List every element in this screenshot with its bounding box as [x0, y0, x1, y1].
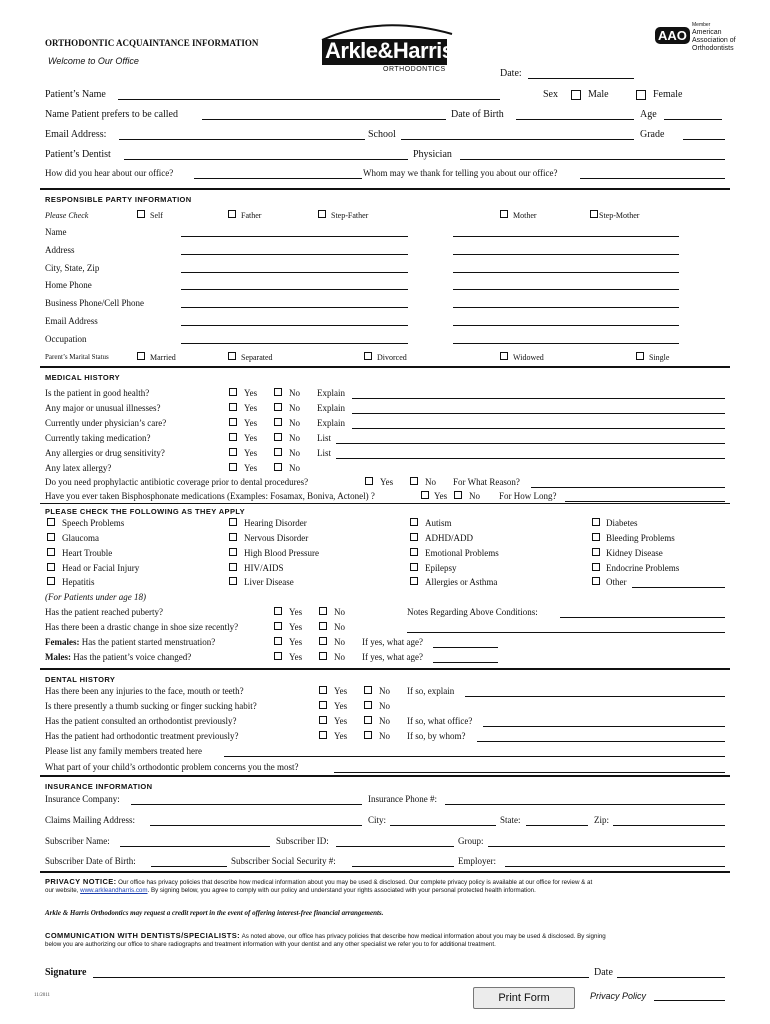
condition-checkbox[interactable]	[410, 518, 418, 526]
website-link[interactable]: www.arkleandharris.com	[80, 887, 148, 894]
logo-subtitle: ORTHODONTICS	[383, 66, 446, 73]
antibiotic-reason-field[interactable]	[531, 487, 725, 488]
no-checkbox[interactable]	[319, 607, 327, 615]
condition-checkbox[interactable]	[410, 548, 418, 556]
patient-name-field[interactable]	[118, 99, 500, 100]
privacy-notice: PRIVACY NOTICE: Our office has privacy policies that describe how medical information about you may be used & disclosed. Our complete privacy policy is available at our office for review & at	[45, 877, 593, 886]
condition-checkbox[interactable]	[47, 563, 55, 571]
subscriber-ssn-field[interactable]	[352, 866, 454, 867]
condition-checkbox[interactable]	[47, 577, 55, 585]
yes-checkbox[interactable]	[319, 731, 327, 739]
bisphos-yes-checkbox[interactable]	[421, 491, 429, 499]
condition-checkbox[interactable]	[229, 563, 237, 571]
no-checkbox[interactable]	[274, 448, 282, 456]
dentist-field[interactable]	[124, 159, 408, 160]
parent2-field[interactable]	[453, 325, 679, 326]
city-field[interactable]	[390, 825, 496, 826]
divider	[40, 503, 730, 504]
divider	[40, 871, 730, 873]
divider	[40, 668, 730, 670]
parent2-field[interactable]	[453, 272, 679, 273]
parent1-field[interactable]	[181, 289, 408, 290]
aao-badge: AAO	[655, 27, 690, 44]
insurance-heading: INSURANCE INFORMATION	[45, 782, 153, 791]
list-field[interactable]	[336, 443, 725, 444]
medical-heading: MEDICAL HISTORY	[45, 373, 121, 382]
office-field[interactable]	[483, 726, 725, 727]
injury-explain-field[interactable]	[465, 696, 725, 697]
conditions-heading: PLEASE CHECK THE FOLLOWING AS THEY APPLY	[45, 507, 246, 516]
yes-checkbox[interactable]	[319, 716, 327, 724]
female-checkbox[interactable]	[636, 90, 646, 100]
parent2-field[interactable]	[453, 289, 679, 290]
preferred-name-field[interactable]	[202, 119, 446, 120]
yes-checkbox[interactable]	[274, 607, 282, 615]
insurance-phone-field[interactable]	[445, 804, 725, 805]
condition-checkbox[interactable]	[229, 548, 237, 556]
logo-name: Arkle&Harris	[325, 38, 454, 63]
divorced-checkbox[interactable]	[364, 352, 372, 360]
no-checkbox[interactable]	[319, 622, 327, 630]
subscriber-dob-field[interactable]	[151, 866, 227, 867]
yes-checkbox[interactable]	[229, 433, 237, 441]
privacy-policy-field[interactable]	[654, 1000, 725, 1001]
welcome-text: Welcome to Our Office	[48, 56, 139, 66]
explain-field[interactable]	[352, 413, 725, 414]
widowed-checkbox[interactable]	[500, 352, 508, 360]
self-checkbox[interactable]	[137, 210, 145, 218]
condition-checkbox[interactable]	[592, 577, 600, 585]
insurance-company-field[interactable]	[131, 804, 362, 805]
school-field[interactable]	[401, 139, 634, 140]
responsible-heading: RESPONSIBLE PARTY INFORMATION	[45, 195, 192, 204]
signature-field[interactable]	[93, 977, 589, 978]
dob-field[interactable]	[516, 119, 634, 120]
condition-checkbox[interactable]	[47, 548, 55, 556]
parent1-field[interactable]	[181, 325, 408, 326]
parent1-field[interactable]	[181, 343, 408, 344]
employer-field[interactable]	[505, 866, 725, 867]
physician-field[interactable]	[460, 159, 725, 160]
condition-checkbox[interactable]	[410, 533, 418, 541]
divider	[40, 366, 730, 368]
form-code: 11/2011	[34, 993, 51, 998]
married-checkbox[interactable]	[137, 352, 145, 360]
parent1-field[interactable]	[181, 236, 408, 237]
communication-notice: COMMUNICATION WITH DENTISTS/SPECIALISTS: As noted above, our office has privacy policies that describe how medical information about you may be used & disclosed. By signing	[45, 931, 606, 940]
parent2-field[interactable]	[453, 236, 679, 237]
yes-checkbox[interactable]	[229, 463, 237, 471]
no-checkbox[interactable]	[364, 686, 372, 694]
separated-checkbox[interactable]	[228, 352, 236, 360]
zip-field[interactable]	[613, 825, 725, 826]
no-checkbox[interactable]	[319, 652, 327, 660]
yes-checkbox[interactable]	[274, 652, 282, 660]
form-title: ORTHODONTIC ACQUAINTANCE INFORMATION	[45, 38, 259, 48]
patient-name-label: Patient’s Name	[45, 89, 106, 100]
list-field[interactable]	[336, 458, 725, 459]
thank-field[interactable]	[580, 178, 725, 179]
condition-checkbox[interactable]	[229, 533, 237, 541]
parent2-field[interactable]	[453, 307, 679, 308]
yes-checkbox[interactable]	[229, 448, 237, 456]
age-field[interactable]	[664, 119, 722, 120]
yes-checkbox[interactable]	[229, 388, 237, 396]
explain-field[interactable]	[352, 398, 725, 399]
email-field[interactable]	[119, 139, 365, 140]
group-field[interactable]	[488, 846, 725, 847]
condition-checkbox[interactable]	[592, 548, 600, 556]
no-checkbox[interactable]	[274, 433, 282, 441]
date-field[interactable]	[528, 78, 634, 79]
condition-checkbox[interactable]	[592, 518, 600, 526]
signature-date-field[interactable]	[617, 977, 725, 978]
single-checkbox[interactable]	[636, 352, 644, 360]
other-condition-field[interactable]	[632, 587, 725, 588]
privacy-policy-label: Privacy Policy	[590, 991, 647, 1001]
parent1-field[interactable]	[181, 272, 408, 273]
condition-checkbox[interactable]	[47, 533, 55, 541]
male-checkbox[interactable]	[571, 90, 581, 100]
condition-checkbox[interactable]	[410, 577, 418, 585]
family-members-field[interactable]	[224, 756, 725, 757]
dental-heading: DENTAL HISTORY	[45, 675, 116, 684]
condition-checkbox[interactable]	[592, 563, 600, 571]
mother-checkbox[interactable]	[500, 210, 508, 218]
parent2-field[interactable]	[453, 343, 679, 344]
subscriber-id-field[interactable]	[336, 846, 454, 847]
yes-checkbox[interactable]	[229, 418, 237, 426]
no-checkbox[interactable]	[319, 637, 327, 645]
credit-notice: Arkle & Harris Orthodontics may request a credit report in the event of offering interest-free financial arrangements.	[45, 909, 384, 917]
condition-checkbox[interactable]	[229, 577, 237, 585]
condition-checkbox[interactable]	[47, 518, 55, 526]
yes-checkbox[interactable]	[274, 622, 282, 630]
state-field[interactable]	[526, 825, 588, 826]
menstruation-age-field[interactable]	[433, 647, 498, 648]
divider	[40, 188, 730, 190]
antibiotic-no-checkbox[interactable]	[410, 477, 418, 485]
step-father-checkbox[interactable]	[318, 210, 326, 218]
father-checkbox[interactable]	[228, 210, 236, 218]
grade-field[interactable]	[683, 139, 725, 140]
parent1-field[interactable]	[181, 307, 408, 308]
no-checkbox[interactable]	[274, 403, 282, 411]
notes-field[interactable]	[560, 617, 725, 618]
no-checkbox[interactable]	[274, 463, 282, 471]
by-whom-field[interactable]	[477, 741, 725, 742]
print-form-button[interactable]: Print Form	[473, 987, 575, 1009]
step-mother-checkbox[interactable]	[590, 210, 598, 218]
antibiotic-yes-checkbox[interactable]	[365, 477, 373, 485]
condition-checkbox[interactable]	[592, 533, 600, 541]
voice-age-field[interactable]	[433, 662, 498, 663]
notes-field[interactable]	[407, 632, 725, 633]
no-checkbox[interactable]	[364, 731, 372, 739]
no-checkbox[interactable]	[364, 716, 372, 724]
explain-field[interactable]	[352, 428, 725, 429]
concern-field[interactable]	[334, 772, 725, 773]
sex-label: Sex	[543, 89, 558, 100]
yes-checkbox[interactable]	[274, 637, 282, 645]
no-checkbox[interactable]	[274, 388, 282, 396]
claims-address-field[interactable]	[150, 825, 362, 826]
divider	[40, 775, 730, 777]
no-checkbox[interactable]	[274, 418, 282, 426]
date-label: Date:	[500, 68, 522, 79]
parent1-field[interactable]	[181, 254, 408, 255]
no-checkbox[interactable]	[364, 701, 372, 709]
yes-checkbox[interactable]	[229, 403, 237, 411]
condition-checkbox[interactable]	[410, 563, 418, 571]
condition-checkbox[interactable]	[229, 518, 237, 526]
bisphos-duration-field[interactable]	[565, 501, 725, 502]
yes-checkbox[interactable]	[319, 701, 327, 709]
signature-label: Signature	[45, 967, 87, 978]
parent2-field[interactable]	[453, 254, 679, 255]
heard-field[interactable]	[194, 178, 362, 179]
yes-checkbox[interactable]	[319, 686, 327, 694]
subscriber-name-field[interactable]	[120, 846, 270, 847]
bisphos-no-checkbox[interactable]	[454, 491, 462, 499]
preferred-name-label: Name Patient prefers to be called	[45, 109, 178, 120]
